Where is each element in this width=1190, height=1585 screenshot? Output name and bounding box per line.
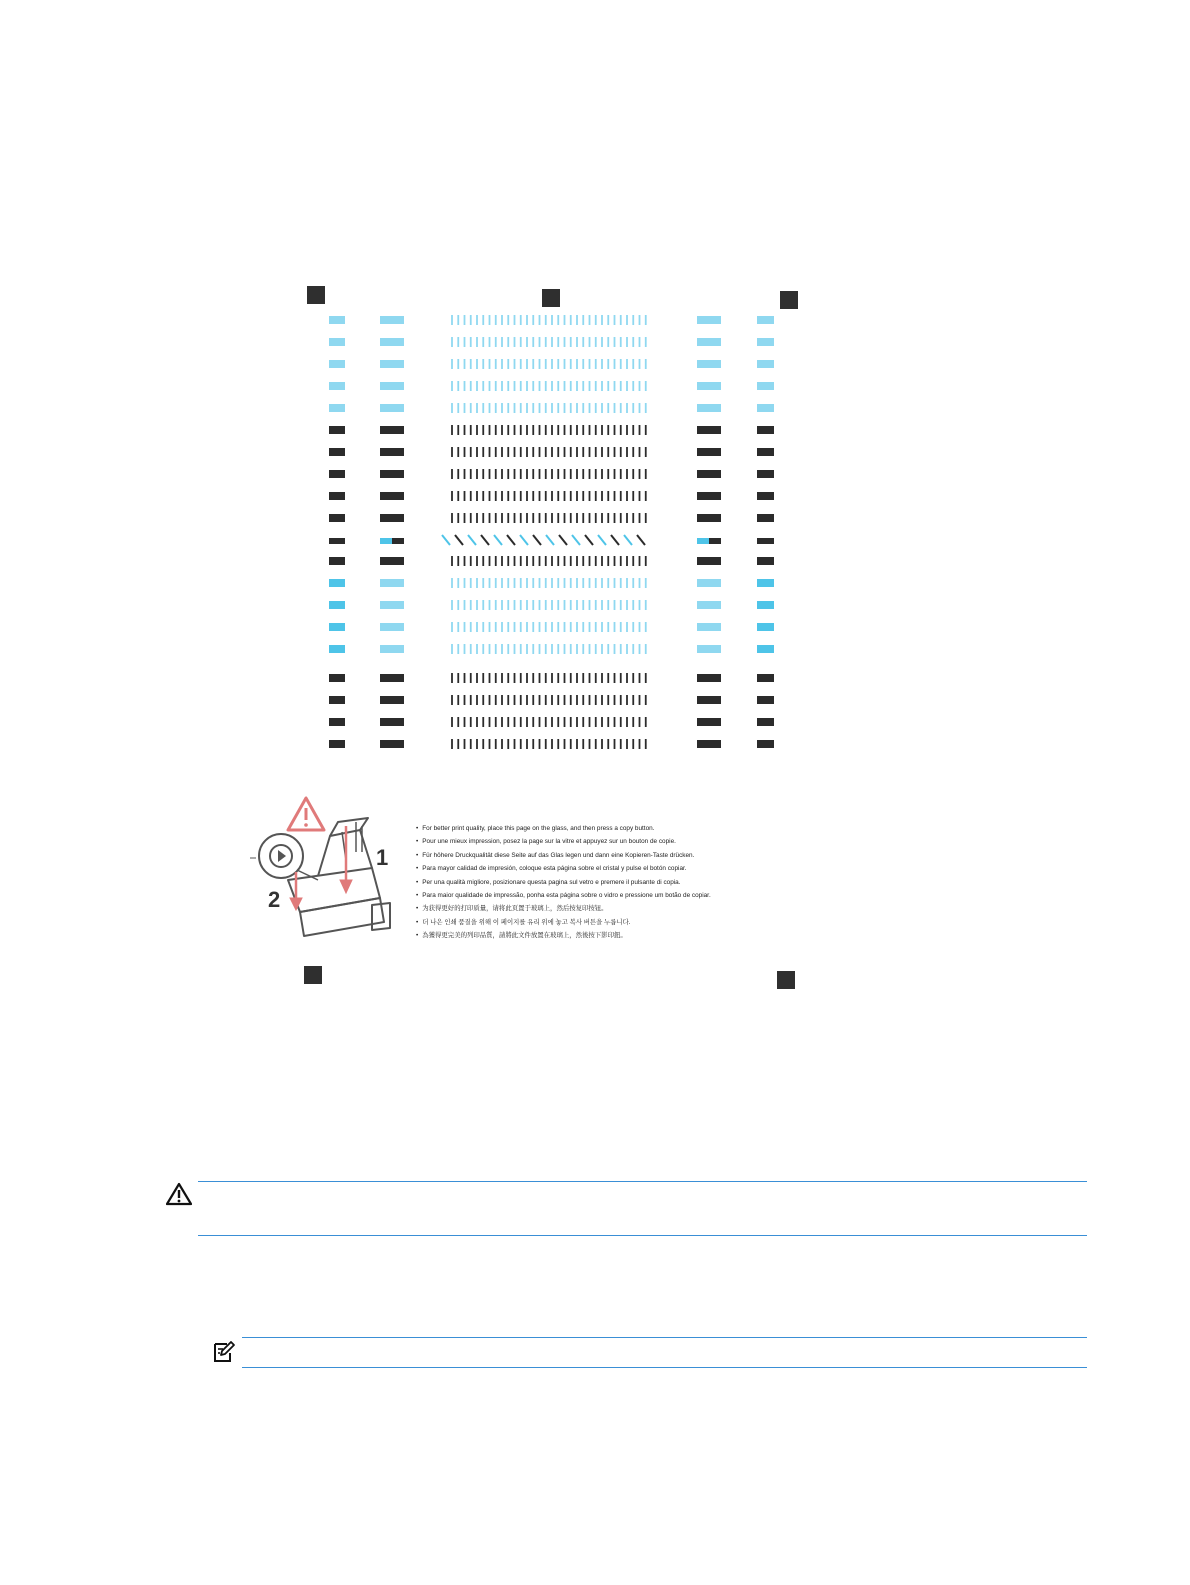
pattern-block [329, 492, 345, 500]
pattern-block [329, 448, 345, 456]
pattern-block [757, 718, 774, 726]
diagonal-mark [494, 535, 502, 545]
pattern-block [709, 538, 721, 544]
pattern-block [757, 538, 774, 544]
diagonal-mark [455, 535, 463, 545]
pattern-block [329, 601, 345, 609]
pattern-block [697, 579, 721, 587]
pattern-block [697, 601, 721, 609]
pattern-block [380, 623, 404, 631]
pattern-block [697, 718, 721, 726]
pattern-block [380, 426, 404, 434]
pattern-block [380, 601, 404, 609]
instruction-line: • Para mayor calidad de impresión, coloque esta página sobre el cristal y pulse el botón copiar. [416, 862, 816, 875]
pattern-block [757, 601, 774, 609]
step-1-label: 1 [376, 845, 389, 870]
pattern-block [380, 338, 404, 346]
pattern-block [757, 740, 774, 748]
pattern-block [380, 645, 404, 653]
caution-bottom-rule [198, 1235, 1087, 1236]
pattern-block [697, 382, 721, 390]
pattern-block [329, 470, 345, 478]
instruction-line: • 더 나은 인쇄 품질을 위해 이 페이지를 유리 위에 놓고 복사 버튼을 누릅니다. [416, 916, 816, 929]
diagonal-mark [624, 535, 632, 545]
pattern-block [329, 623, 345, 631]
pattern-block [329, 338, 345, 346]
pattern-block [697, 740, 721, 748]
diagonal-mark [585, 535, 593, 545]
pattern-block [757, 696, 774, 704]
pattern-block [329, 645, 345, 653]
pattern-block [380, 538, 392, 544]
pattern-block [697, 557, 721, 565]
pattern-block [380, 470, 404, 478]
pattern-block [329, 404, 345, 412]
pattern-block [697, 696, 721, 704]
pattern-block [697, 448, 721, 456]
diagonal-mark [468, 535, 476, 545]
pattern-block [329, 718, 345, 726]
pattern-block [380, 557, 404, 565]
pattern-block [329, 740, 345, 748]
diagonal-mark [637, 535, 645, 545]
pattern-block [380, 360, 404, 368]
note-pencil-icon [212, 1340, 236, 1364]
diagonal-mark [481, 535, 489, 545]
pattern-block [329, 382, 345, 390]
pattern-block [757, 557, 774, 565]
pattern-block [757, 404, 774, 412]
pattern-block [757, 514, 774, 522]
pattern-block [329, 696, 345, 704]
pattern-block [329, 579, 345, 587]
pattern-block [329, 514, 345, 522]
pattern-block [697, 338, 721, 346]
instruction-line: • Per una qualità migliore, posizionare questa pagina sul vetro e premere il pulsante di copia. [416, 876, 816, 889]
step-2-label: 2 [268, 887, 281, 912]
diagonal-mark [572, 535, 580, 545]
note-top-rule [242, 1337, 1087, 1338]
pattern-block [697, 492, 721, 500]
pattern-block [380, 492, 404, 500]
diagonal-mark [598, 535, 606, 545]
pattern-block [757, 338, 774, 346]
diagonal-mark [442, 535, 450, 545]
pattern-block [329, 426, 345, 434]
pattern-block [380, 382, 404, 390]
pattern-block [757, 360, 774, 368]
pattern-block [757, 426, 774, 434]
instruction-line: • Für höhere Druckqualität diese Seite auf das Glas legen und dann eine Kopieren-Taste drücken. [416, 849, 816, 862]
diagonal-mark [559, 535, 567, 545]
diagonal-mark [533, 535, 541, 545]
pattern-block [697, 538, 709, 544]
note-bottom-rule [242, 1367, 1087, 1368]
caution-top-rule [198, 1181, 1087, 1182]
diagonal-mark [520, 535, 528, 545]
instruction-line: • 为获得更好的打印质量，请将此页置于玻璃上，然后按复印按钮。 [416, 902, 816, 915]
pattern-block [380, 696, 404, 704]
instruction-line: • For better print quality, place this page on the glass, and then press a copy button. [416, 822, 816, 835]
pattern-block [757, 492, 774, 500]
pattern-block [757, 382, 774, 390]
pattern-block [380, 740, 404, 748]
pattern-block [697, 426, 721, 434]
diagonal-mark [611, 535, 619, 545]
instruction-line: • Para maior qualidade de impressão, ponha esta página sobre o vidro e pressione um botão de copiar. [416, 889, 816, 902]
registration-mark-bottom-left [304, 966, 322, 984]
pattern-block [329, 316, 345, 324]
pattern-block [329, 557, 345, 565]
instruction-line: • 為獲得更完美的列印品質，請將此文件放置在玻璃上，然後按下影印鈕。 [416, 929, 816, 942]
instruction-list [416, 822, 816, 943]
pattern-block [757, 645, 774, 653]
caution-triangle-icon [166, 1182, 192, 1206]
pattern-block [392, 538, 404, 544]
pattern-block [380, 404, 404, 412]
registration-mark-top-right [780, 291, 798, 309]
pattern-block [757, 316, 774, 324]
pattern-block [697, 470, 721, 478]
registration-mark-top-center [542, 289, 560, 307]
pattern-block [380, 718, 404, 726]
pattern-block [380, 579, 404, 587]
pattern-block [697, 316, 721, 324]
pattern-block [380, 448, 404, 456]
pattern-block [697, 623, 721, 631]
pattern-block [697, 645, 721, 653]
pattern-block [697, 404, 721, 412]
pattern-block [757, 579, 774, 587]
pattern-block [757, 674, 774, 682]
diagonal-mark [507, 535, 515, 545]
registration-mark-bottom-right [777, 971, 795, 989]
diagonal-mark [546, 535, 554, 545]
pattern-block [329, 360, 345, 368]
pattern-block [757, 470, 774, 478]
pattern-block [697, 360, 721, 368]
pattern-block [697, 514, 721, 522]
pattern-block [697, 674, 721, 682]
pattern-block [329, 538, 345, 544]
pattern-block [380, 514, 404, 522]
registration-mark-top-left [307, 286, 325, 304]
pattern-block [380, 674, 404, 682]
pattern-block [329, 674, 345, 682]
pattern-block [380, 316, 404, 324]
pattern-block [757, 448, 774, 456]
instruction-line: • Pour une mieux impression, posez la page sur la vitre et appuyez sur un bouton de copie. [416, 835, 816, 848]
pattern-block [757, 623, 774, 631]
